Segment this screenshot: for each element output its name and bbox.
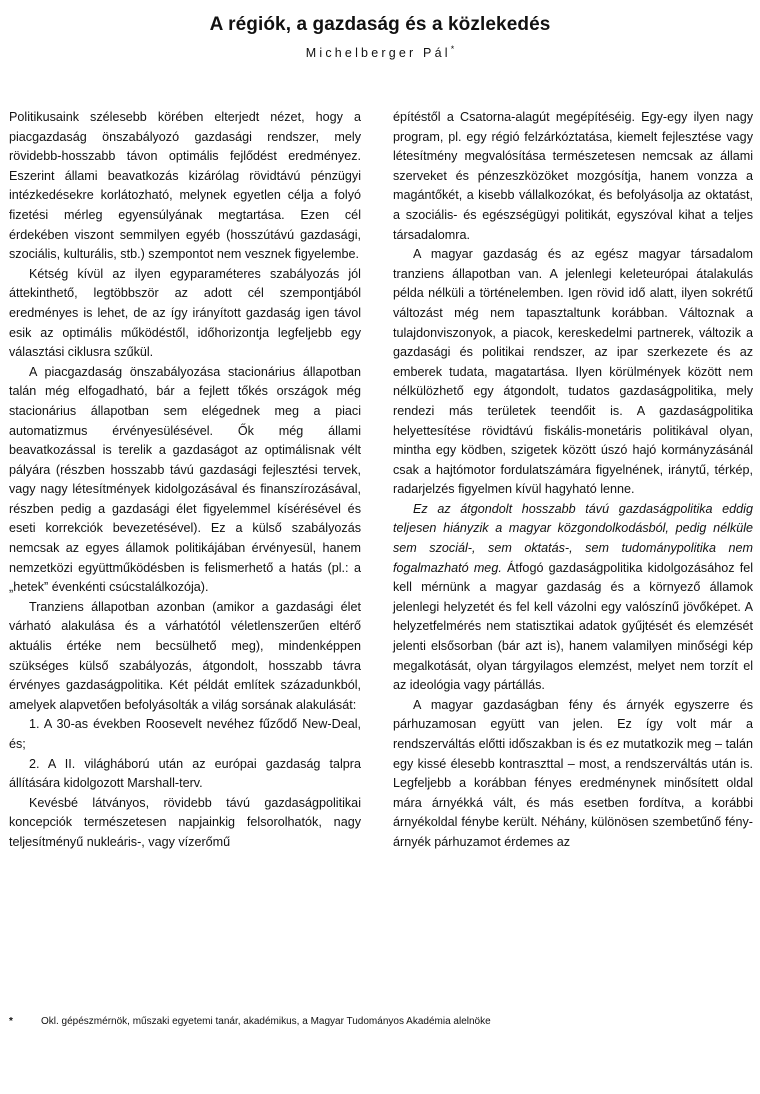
list-item: 1. A 30-as években Roosevelt nevéhez fűződő New-Deal, és; (9, 717, 361, 751)
paragraph: Kevésbé látványos, rövidebb távú gazdaságpolitikai koncepciók természetesen napjainkig felsorolhatók, nagy teljesítményű nukleáris-, vagy vízerőmű (9, 795, 361, 849)
author-line (0, 40, 760, 62)
right-column (393, 108, 753, 853)
paragraph: Kétség kívül az ilyen egyparaméteres szabályozás jól áttekinthető, legtöbbször az adott cél szempontjából eredményes is lehet, de az így irányított gazdaság igen távol esik az optimális működéstől, időhorizontja legfeljebb egy választási ciklusra szűkül. (9, 266, 361, 360)
footnote-text: Okl. gépészmérnök, műszaki egyetemi tanár, akadémikus, a Magyar Tudományos Akadémia alelnöke (41, 1016, 491, 1027)
left-column (9, 108, 361, 853)
list-item: 2. A II. világháború után az európai gazdaság talpra állítására kidolgozott Marshall-terv. (9, 756, 361, 791)
footnote-mark: * (9, 1016, 13, 1027)
paragraph-mixed (393, 500, 753, 696)
paragraph: A piacgazdaság önszabályozása stacionárius állapotban talán még elfogadható, bár a fejlett tőkés országok még stacionárius állapotban sem elégednek meg a piaci automatizmus érvényesülésével. Ők még állami beavatkozással is terelik a gazdaságot az optimálisnak vélt pályára (részben hosszabb távú gazdasági fejlesztési tervek, vagy nagy létesítmények kidolgozásával és finanszírozásával, részben pedig a gazdasági élet figyelemmel kísérésével és eseti korrekciók bevezetésével). Ez a külső szabályozás nemcsak az egyes államok politikájában érvényesül, hanem nemzetközi együttműködésben is felismerhető a hatás (pl.: a „hetek” évenkénti csúcstalálkozója). (9, 364, 361, 595)
article-header (0, 12, 760, 62)
paragraph: Tranziens állapotban azonban (amikor a gazdasági élet várható alakulása és a várhatótól véletlenszerűen eltérő aktuális értéke nem becsülhető meg), mindenképpen szükséges külső szabályozás, átgondolt, hosszabb távra érvényes gazdaságpolitika. Két példát említek századunkból, amelyek alapvetően befolyásolták a világ sorsának alakulását: (9, 599, 361, 712)
author-name: Michelberger Pál (305, 46, 451, 61)
paragraph: építéstől a Csatorna-alagút megépítéséig. Egy-egy ilyen nagy program, pl. egy régió felzárkóztatása, kiemelt fejlesztése vagy létesítmény megvalósítása természetesen nemcsak az állami szerveket és pénzeszközöket mozgósítja, hanem vonzza a magántőkét, a kisebb vállalkozókat, és befolyásolja az oktatást, a szociális- és egészségügyi politikát, egyszóval kihat a teljes társadalomra. (393, 110, 753, 242)
article-title: A régiók, a gazdaság és a közlekedés (209, 14, 551, 35)
paragraph: Politikusaink szélesebb körében elterjedt nézet, hogy a piacgazdaság önszabályozó gazdasági rendszer, mely rövidebb-hosszabb távon optimális fejlődést eredményez. Eszerint állami beavatkozás kizárólag rövidtávú pénzügyi intézkedésekre korlátozható, melynek egyetlen célja a folyó fizetési mérleg egyensúlyának megtartása. Ezen cél érdekében viszont semmilyen egyéb (hosszútávú gazdasági, szociális, kulturális, stb.) szempontot nem vesznek figyelembe. (9, 110, 361, 262)
footnote (9, 1015, 749, 1029)
italic-emphasis: Ez az átgondolt hosszabb távú gazdaságpolitika eddig teljesen hiányzik a magyar közgondolkodásból, pedig nélküle sem szociál-, sem oktatás-, sem tudománypolitika nem fogalmazható meg. (393, 501, 753, 575)
paragraph: A magyar gazdaságban fény és árnyék egyszerre és párhuzamosan együtt van jelen. Ez így volt már a rendszerváltás előtti időszakban is és ez mutatkozik meg – talán egy kissé élesebb kontraszttal – most, a rendszerváltás után is. Legfeljebb a korábban fényes eredménynek minősített oldal mára árnyékká vált, és más esetben fordítva, a korábbi árnyékoldal fénybe került. Néhány, különösen szembetűnő fény-árnyék párhuzamot érdemes az (393, 697, 753, 849)
author-footnote-mark: * (450, 44, 455, 54)
paragraph: A magyar gazdaság és az egész magyar társadalom tranziens állapotban van. A jelenlegi keleteurópai átalakulás példa nélküli a történelemben. Igen rövid idő alatt, ilyen sokrétű változást még nem tapasztaltunk korábban. Változnak a tulajdonviszonyok, a piacok, kereskedelmi partnerek, változik a gazdasági és politikai rendszer, az ipar szerkezete és az emberek tudata, magatartása. Ilyen körülmények között nem nélkülözhető egy átgondolt, tudatos gazdaságpolitika, mely rendezi más területek teendőit is. A gazdaságpolitika helyettesítése rövidtávú fiskális-monetáris politikával olyan, mintha egy ködben, szigetek között úszó hajó kormányzásánál csak a hajtómotor fordulatszámára figyelnének, iránytű, térkép, radarjelzés figyelmen kívül hagyható lenne. (393, 247, 753, 497)
paragraph-continuation: Átfogó gazdaságpolitika kidolgozásához fel kell mérnünk a magyar gazdaság és a környező államok jelenlegi helyzetét és fel kell vázolni egy valószínű jövőképet. A helyzetfelmérés nem statisztikai adatok gyűjtését és elemzését jelenti elsősorban (bár azt is), hanem valamilyen minőségi kép megalkotását, olyan tárgyilagos elemzést, melyet nem torzít el az ideológia vagy pártállás. (393, 560, 754, 693)
